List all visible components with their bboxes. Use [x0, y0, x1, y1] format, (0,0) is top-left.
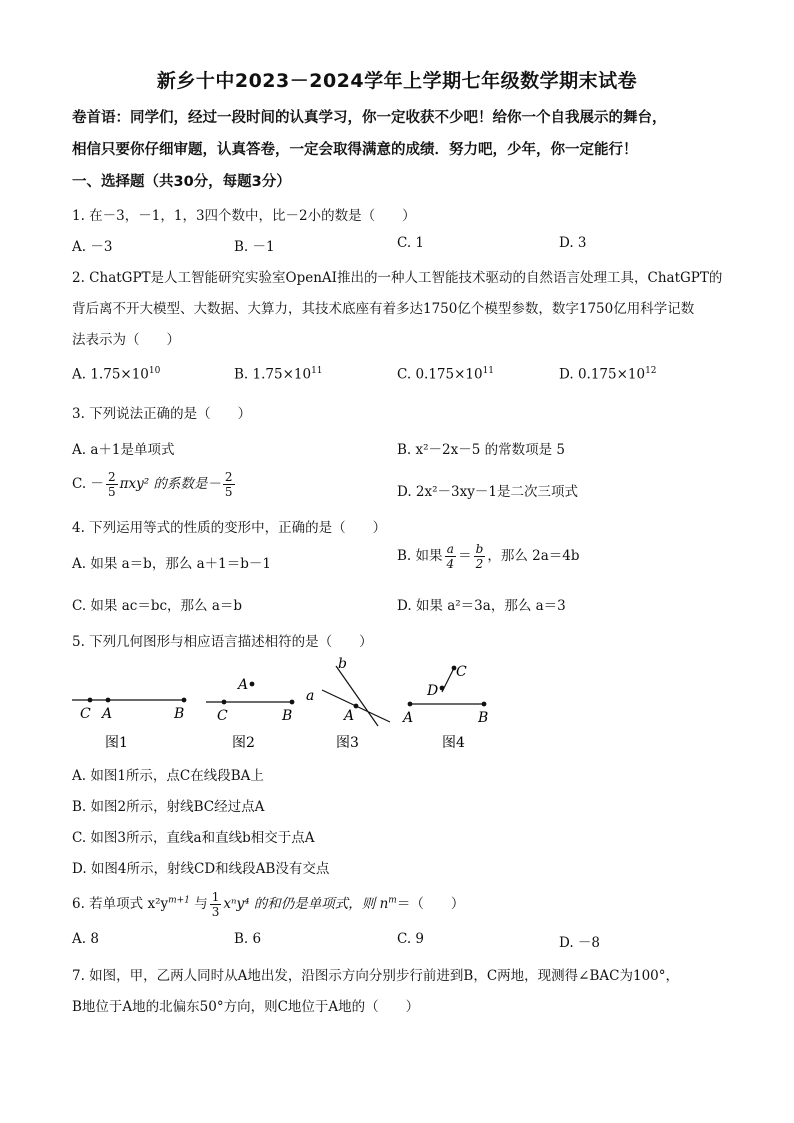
fig2-point-a — [250, 682, 255, 687]
q1-option-b: B. －1 — [234, 239, 275, 255]
fig1-point-c — [88, 698, 93, 703]
q4-option-a: A. 如果 a＝b，那么 a＋1＝b－1 — [72, 556, 271, 572]
q2-option-b: B. $1.75\times 10^{11}$ — [234, 366, 323, 383]
fig1-point-a — [106, 698, 111, 703]
fig3-label-a-line: a — [306, 688, 315, 704]
fig2-point-c — [222, 700, 227, 705]
question-2-line-3: 法表示为（ ） — [72, 332, 180, 348]
fraction: $\frac{2}{5}$ — [224, 470, 233, 499]
fig2-label-a: A — [238, 677, 249, 693]
fig4-label-a: A — [403, 710, 414, 726]
q5-option-b: B. 如图2所示，射线BC经过点A — [72, 799, 265, 815]
q6-option-d: D. －8 — [559, 935, 601, 951]
fig4-label-b: B — [478, 710, 489, 726]
q6-option-b: B. 6 — [234, 931, 262, 947]
question-6-stem: 6. 若单项式 $x^2y^{m+1}$ 与 $\frac{1}{3}$ xⁿy⁴ 的和仍是单项式，则 $n^m=$（ ） — [72, 890, 465, 919]
q3-option-a: A. a＋1是单项式 — [72, 442, 175, 458]
q2-option-c: C. $0.175\times 10^{11}$ — [397, 366, 495, 383]
question-7-line-2: B地位于A地的北偏东50°方向，则C地位于A地的（ ） — [72, 999, 420, 1015]
fig1-label-a: A — [102, 706, 113, 722]
fraction: $\frac{2}{5}$ — [107, 470, 116, 499]
question-3-stem: 3. 下列说法正确的是（ ） — [72, 406, 252, 422]
fig1-point-b — [182, 698, 187, 703]
q6-option-c: C. 9 — [397, 931, 425, 947]
q1-option-c: C. 1 — [397, 235, 425, 251]
q5-figures — [60, 654, 510, 754]
q3-option-b: B. x²－2x－5 的常数项是 5 — [397, 442, 565, 458]
fig3-label-b: b — [338, 656, 347, 672]
fraction: $\frac{a}{4}$ — [446, 542, 455, 571]
fig3-line-b — [336, 666, 378, 726]
fig1-caption: 图1 — [105, 735, 128, 751]
fig4-point-b — [482, 702, 487, 707]
fig3-label-a-point: A — [344, 708, 355, 724]
fraction: $\frac{b}{2}$ — [475, 542, 484, 571]
fig4-point-a — [408, 702, 413, 707]
fig2-label-c: C — [217, 708, 228, 724]
fig4-label-c: C — [456, 664, 467, 680]
q4-option-d: D. 如果 a²＝3a，那么 a＝3 — [397, 598, 566, 614]
preface-line-1: 卷首语：同学们，经过一段时间的认真学习，你一定收获不少吧！给你一个自我展示的舞台， — [72, 110, 667, 126]
fraction: $\frac{1}{3}$ — [211, 890, 220, 919]
q5-option-d: D. 如图4所示，射线CD和线段AB没有交点 — [72, 861, 330, 877]
q3-option-d: D. 2x²－3xy－1是二次三项式 — [397, 484, 578, 500]
fig2-point-b — [290, 700, 295, 705]
q6-option-a: A. 8 — [72, 931, 99, 947]
q5-option-a: A. 如图1所示，点C在线段BA上 — [72, 768, 264, 784]
preface-line-2: 相信只要你仔细审题，认真答卷，一定会取得满意的成绩．努力吧，少年，你一定能行！ — [72, 142, 638, 158]
q5-option-c: C. 如图3所示，直线a和直线b相交于点A — [72, 830, 315, 846]
fig1-label-b: B — [174, 706, 185, 722]
question-2-line-2: 背后离不开大模型、大数据、大算力，其技术底座有着多达1750亿个模型参数，数字1750亿用科学记数 — [72, 301, 695, 317]
section-heading: 一、选择题（共30分，每题3分） — [72, 174, 291, 190]
question-1-stem: 1. 在－3，－1，1，3四个数中，比－2小的数是（ ） — [72, 208, 416, 224]
fig1-label-c: C — [80, 706, 91, 722]
fig2-caption: 图2 — [232, 735, 255, 751]
q2-option-a: A. $1.75\times 10^{10}$ — [72, 366, 161, 383]
q1-option-a: A. －3 — [72, 239, 113, 255]
question-4-stem: 4. 下列运用等式的性质的变形中，正确的是（ ） — [72, 520, 387, 536]
fig3-caption: 图3 — [336, 735, 359, 751]
fig4-label-d: D — [427, 683, 439, 699]
question-2-line-1: 2. ChatGPT是人工智能研究实验室OpenAI推出的一种人工智能技术驱动的自然语言处理工具，ChatGPT的 — [72, 270, 723, 286]
fig3-point-a — [354, 704, 359, 709]
q3-option-c: C. － $\frac{2}{5}$ πxy² 的系数是－ $\frac{2}{5}$ — [72, 470, 233, 499]
q4-option-c: C. 如果 ac＝bc，那么 a＝b — [72, 598, 243, 614]
q2-option-d: D. $0.175\times 10^{12}$ — [559, 366, 657, 383]
question-7-line-1: 7. 如图，甲，乙两人同时从A地出发，沿图示方向分别步行前进到B，C两地，现测得∠BAC为100°， — [72, 968, 679, 984]
fig4-caption: 图4 — [442, 735, 465, 751]
q1-option-d: D. 3 — [559, 235, 587, 251]
question-5-stem: 5. 下列几何图形与相应语言描述相符的是（ ） — [72, 634, 373, 650]
page-title: 新乡十中2023－2024学年上学期七年级数学期末试卷 — [156, 70, 638, 92]
fig2-label-b: B — [282, 708, 293, 724]
q4-option-b: B. 如果 $\frac{a}{4}$ ＝ $\frac{b}{2}$ ，那么 2a＝4b — [397, 542, 580, 571]
fig4-point-d — [440, 686, 445, 691]
